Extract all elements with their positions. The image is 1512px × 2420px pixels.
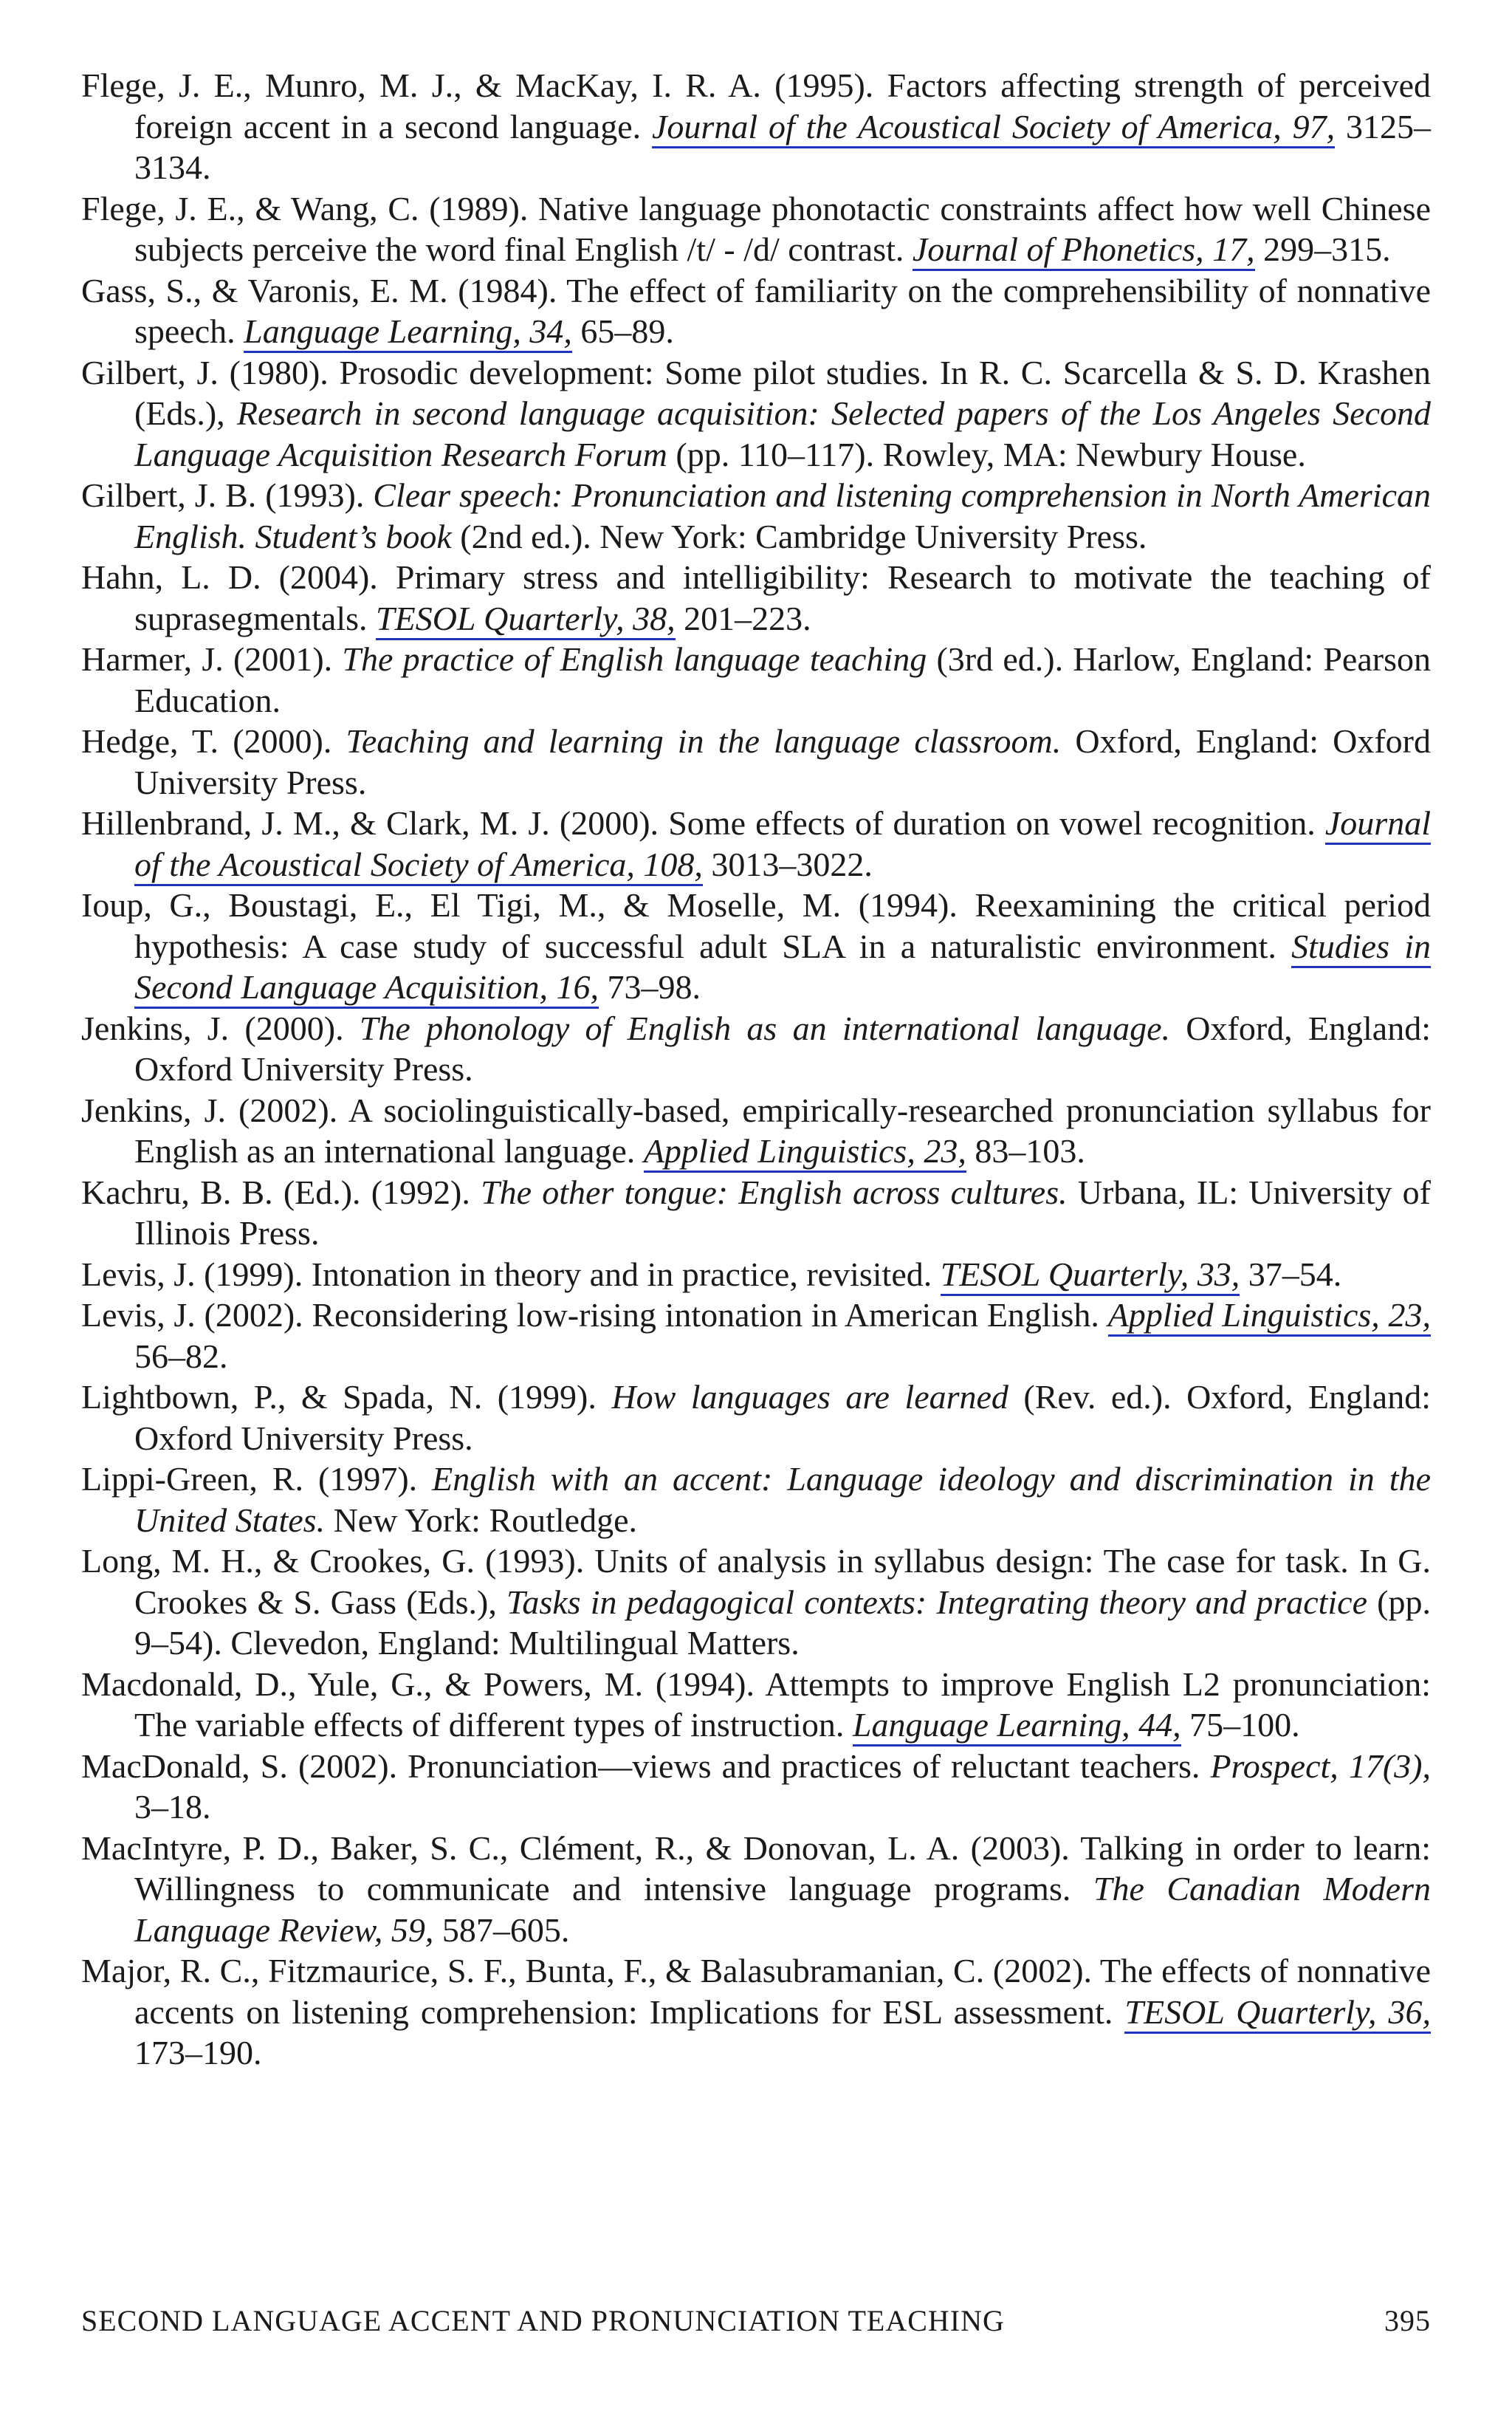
journal-link[interactable]: Language Learning, 34, xyxy=(244,312,572,353)
reference-text: Kachru, B. B. (Ed.). (1992). xyxy=(81,1173,481,1211)
reference-text: Oxford, England: Oxford University Press. xyxy=(134,722,1431,801)
reference-entry xyxy=(81,475,1431,557)
reference-text: (2nd ed.). New York: Cambridge University Press. xyxy=(451,517,1147,555)
reference-entry xyxy=(81,803,1431,885)
reference-text: MacDonald, S. (2002). Pronunciation—views and practices of reluctant teachers. xyxy=(81,1747,1211,1785)
reference-title-italic: The other tongue: English across cultures. xyxy=(481,1173,1068,1211)
journal-link[interactable]: Language Learning, 44, xyxy=(853,1706,1181,1747)
journal-link[interactable]: TESOL Quarterly, 33, xyxy=(941,1255,1240,1296)
page-footer xyxy=(81,2303,1431,2340)
reference-title-italic: Teaching and learning in the language classroom. xyxy=(346,722,1062,760)
reference-text: 65–89. xyxy=(571,312,674,350)
journal-link[interactable]: Journal of the Acoustical Society of America, 108, xyxy=(134,804,1431,886)
reference-text: Long, M. H., & Crookes, G. (1993). Units of analysis in syllabus design: The case for task. In G. Crookes & S. Gass (Eds.), xyxy=(81,1542,1431,1621)
reference-text: (pp. 110–117). Rowley, MA: Newbury House. xyxy=(667,435,1306,473)
reference-entry xyxy=(81,1950,1431,2074)
reference-text: 83–103. xyxy=(966,1132,1085,1170)
reference-entry xyxy=(81,639,1431,721)
reference-entry xyxy=(81,1377,1431,1458)
reference-title-italic: The phonology of English as an international language. xyxy=(359,1009,1171,1047)
reference-entry xyxy=(81,1664,1431,1746)
reference-list xyxy=(81,65,1431,2074)
reference-text: Jenkins, J. (2000). xyxy=(81,1009,360,1047)
reference-text: Ioup, G., Boustagi, E., El Tigi, M., & Moselle, M. (1994). Reexamining the critical period hypothesis: A case study of successful adult SLA in a naturalistic environment. xyxy=(81,886,1431,965)
reference-entry xyxy=(81,188,1431,270)
page-number: 395 xyxy=(1384,2304,1431,2337)
reference-entry xyxy=(81,1008,1431,1090)
reference-entry xyxy=(81,1828,1431,1951)
reference-text: 173–190. xyxy=(134,2034,262,2071)
journal-link[interactable]: Journal of Phonetics, 17, xyxy=(913,230,1255,271)
journal-link[interactable]: Studies in Second Language Acquisition, 16, xyxy=(134,928,1431,1010)
reference-text: Lippi-Green, R. (1997). xyxy=(81,1460,433,1498)
reference-text: Hillenbrand, J. M., & Clark, M. J. (2000). Some effects of duration on vowel recognition. xyxy=(81,804,1325,842)
reference-text: 299–315. xyxy=(1254,230,1391,268)
reference-title-italic: How languages are learned xyxy=(611,1378,1008,1416)
reference-text: Jenkins, J. (2002). A sociolinguistically-based, empirically-researched pronunciation syllabus for English as an international language. xyxy=(81,1091,1431,1170)
reference-text: Levis, J. (2002). Reconsidering low-rising intonation in American English. xyxy=(81,1296,1108,1334)
reference-text: Hedge, T. (2000). xyxy=(81,722,346,760)
reference-title-italic: Clear speech: Pronunciation and listening comprehension in North American English. Student’s book xyxy=(134,476,1431,555)
reference-text: Lightbown, P., & Spada, N. (1999). xyxy=(81,1378,612,1416)
reference-text: Gass, S., & Varonis, E. M. (1984). The effect of familiarity on the comprehensibility of nonnative speech. xyxy=(81,271,1431,350)
reference-entry xyxy=(81,352,1431,476)
reference-entry xyxy=(81,885,1431,1008)
reference-entry xyxy=(81,1254,1431,1295)
reference-text: (3rd ed.). Harlow, England: Pearson Education. xyxy=(134,640,1431,719)
reference-text: 73–98. xyxy=(599,968,701,1006)
reference-entry xyxy=(81,1746,1431,1828)
reference-text: MacIntyre, P. D., Baker, S. C., Clément, R., & Donovan, L. A. (2003). Talking in order to learn: Willingness to communicate and intensive language programs. xyxy=(81,1828,1431,1907)
reference-entry xyxy=(81,1172,1431,1254)
reference-title-italic: Prospect, 17(3), xyxy=(1210,1747,1431,1785)
reference-entry xyxy=(81,270,1431,352)
reference-title-italic: The practice of English language teaching xyxy=(342,640,927,678)
reference-text: 587–605. xyxy=(433,1910,570,1949)
reference-text: Flege, J. E., Munro, M. J., & MacKay, I. R. A. (1995). Factors affecting strength of perceived foreign accent in a second language. xyxy=(81,66,1431,145)
reference-title-italic: Research in second language acquisition: Selected papers of the Los Angeles Second Language Acquisition Research Forum xyxy=(134,394,1431,473)
journal-link[interactable]: Applied Linguistics, 23, xyxy=(644,1132,966,1173)
journal-link[interactable]: TESOL Quarterly, 36, xyxy=(1124,1993,1431,2034)
reference-text: 3013–3022. xyxy=(702,845,873,883)
reference-text: 3125–3134. xyxy=(134,107,1432,186)
journal-link[interactable]: TESOL Quarterly, 38, xyxy=(376,600,676,640)
reference-text: Macdonald, D., Yule, G., & Powers, M. (1994). Attempts to improve English L2 pronunciation: The variable effects of different types of instruction. xyxy=(81,1665,1431,1744)
reference-entry xyxy=(81,1540,1431,1664)
reference-text: 201–223. xyxy=(675,599,811,637)
reference-title-italic: English with an accent: Language ideology and discrimination in the United States. xyxy=(134,1460,1431,1539)
running-title: SECOND LANGUAGE ACCENT AND PRONUNCIATION TEACHING xyxy=(81,2304,1005,2337)
reference-text: Harmer, J. (2001). xyxy=(81,640,343,678)
reference-text: Urbana, IL: University of Illinois Press. xyxy=(134,1173,1431,1252)
reference-text: Gilbert, J. B. (1993). xyxy=(81,476,374,514)
reference-entry xyxy=(81,1458,1431,1540)
reference-entry xyxy=(81,1090,1431,1172)
reference-text: 56–82. xyxy=(134,1337,228,1375)
reference-text: Hahn, L. D. (2004). Primary stress and intelligibility: Research to motivate the teaching of suprasegmentals. xyxy=(81,558,1431,637)
reference-text: 37–54. xyxy=(1240,1255,1342,1293)
reference-text: New York: Routledge. xyxy=(325,1501,638,1539)
reference-text: 3–18. xyxy=(134,1788,211,1826)
reference-title-italic: Tasks in pedagogical contexts: Integrating theory and practice xyxy=(506,1583,1368,1621)
reference-title-italic: The Canadian Modern Language Review, 59, xyxy=(134,1870,1431,1949)
reference-entry xyxy=(81,65,1431,188)
reference-text: Gilbert, J. (1980). Prosodic development: Some pilot studies. In R. C. Scarcella & S. D. Krashen (Eds.), xyxy=(81,353,1431,432)
reference-text: Levis, J. (1999). Intonation in theory and in practice, revisited. xyxy=(81,1255,941,1293)
journal-link[interactable]: Journal of the Acoustical Society of America, 97, xyxy=(652,108,1335,148)
reference-text: Major, R. C., Fitzmaurice, S. F., Bunta, F., & Balasubramanian, C. (2002). The effects of nonnative accents on listening comprehension: Implications for ESL assessment. xyxy=(81,1952,1431,2031)
reference-entry xyxy=(81,557,1431,639)
reference-text: (pp. 9–54). Clevedon, England: Multilingual Matters. xyxy=(134,1583,1431,1662)
reference-entry xyxy=(81,1295,1431,1377)
reference-entry xyxy=(81,721,1431,803)
journal-link[interactable]: Applied Linguistics, 23, xyxy=(1108,1296,1431,1337)
reference-text: (Rev. ed.). Oxford, England: Oxford University Press. xyxy=(134,1378,1431,1457)
reference-text: Oxford, England: Oxford University Press. xyxy=(134,1009,1431,1088)
reference-text: 75–100. xyxy=(1181,1706,1300,1744)
reference-text: Flege, J. E., & Wang, C. (1989). Native language phonotactic constraints affect how well Chinese subjects perceive the word final English /t/ - /d/ contrast. xyxy=(81,189,1431,268)
